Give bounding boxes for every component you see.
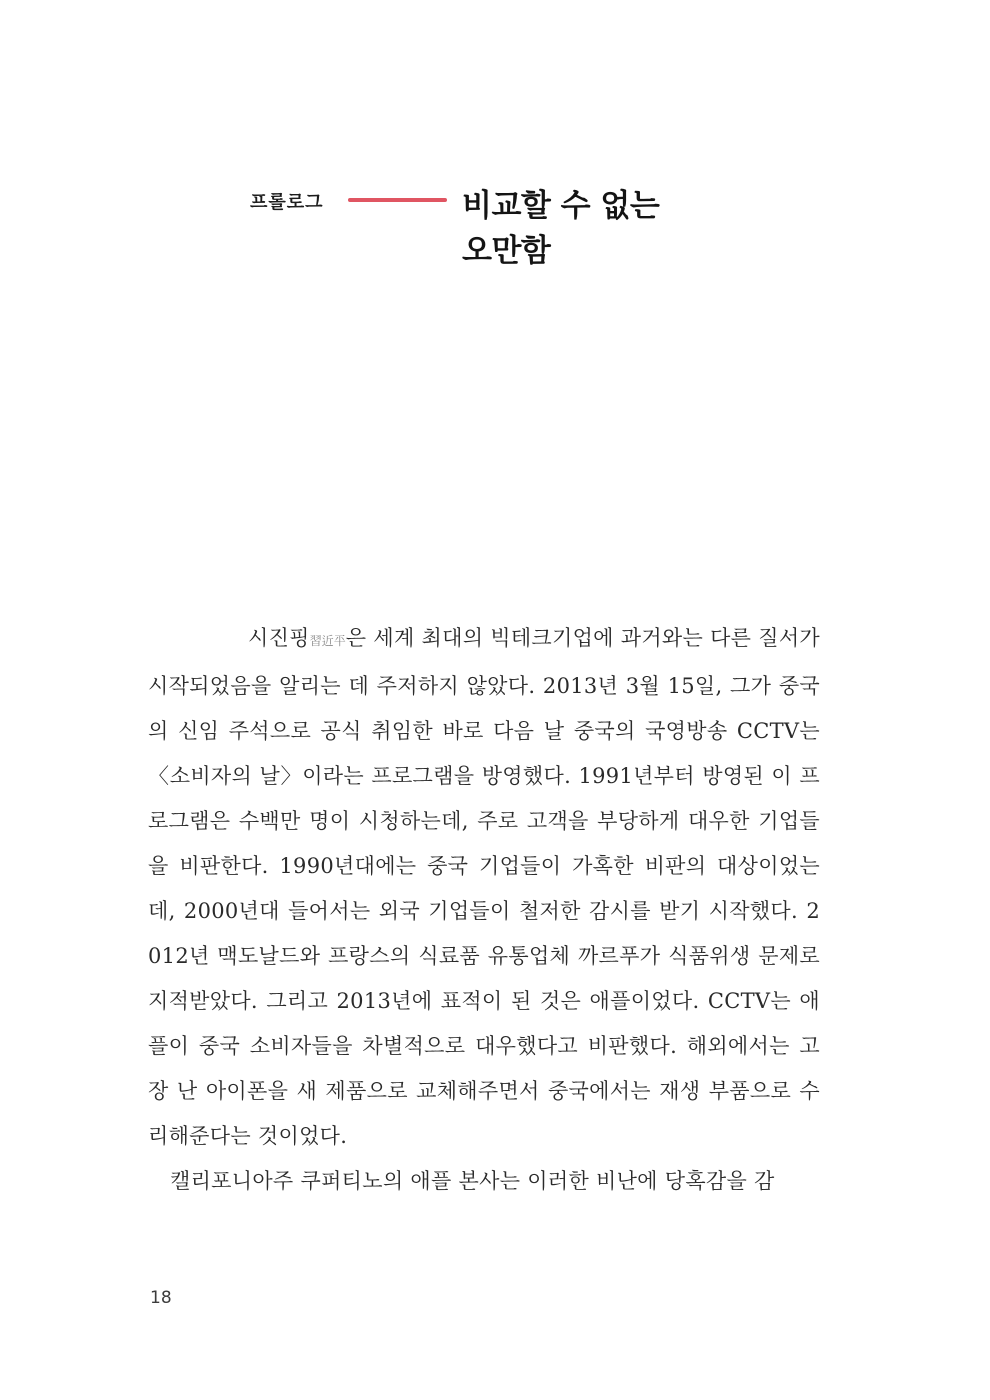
subject-name: 시진핑: [248, 626, 310, 650]
paragraph-2: 캘리포니아주 쿠퍼티노의 애플 본사는 이러한 비난에 당혹감을 감: [170, 1169, 775, 1193]
header-divider-line: [348, 198, 447, 202]
paragraph-1-text: 은 세계 최대의 빅테크기업에 과거와는 다른 질서가 시작되었음을 알리는 데 주저하지 않았다. 2013년 3월 15일, 그가 중국의 신임 주석으로 공식 취임한 바로 다음 날 중국의 국영방송 CCTV는 〈소비자의 날〉이라는 프로그램을 방영했다. 1991년부터 방영된 이 프로그램은 수백만 명이 시청하는데, 주로 고객을 부당하게 대우한 기업들을 비판한다. 1990년대에는 중국 기업들이 가혹한 비판의 대상이었는데, 2000년대 들어서는 외국 기업들이 철저한 감시를 받기 시작했다. 2012년 맥도날드와 프랑스의 식료품 유통업체 까르푸가 식품위생 문제로 지적받았다. 그리고 2013년에 표적이 된 것은 애플이었다. CCTV는 애플이 중국 소비자들을 차별적으로 대우했다고 비판했다. 해외에서는 고장 난 아이폰을 새 제품으로 교체해주면서 중국에서는 재생 부품으로 수리해준다는 것이었다.: [148, 626, 820, 1148]
chapter-label: 프롤로그: [250, 192, 324, 213]
page-title-line-2: 오만함: [462, 233, 551, 269]
page-title-line-1: 비교할 수 없는: [462, 188, 660, 224]
page-number: 18: [150, 1288, 172, 1308]
subject-hanja: 習近平: [309, 634, 346, 648]
paragraph-1: [148, 616, 820, 1159]
page-title: [462, 184, 659, 274]
body-text-block: [148, 616, 820, 1204]
